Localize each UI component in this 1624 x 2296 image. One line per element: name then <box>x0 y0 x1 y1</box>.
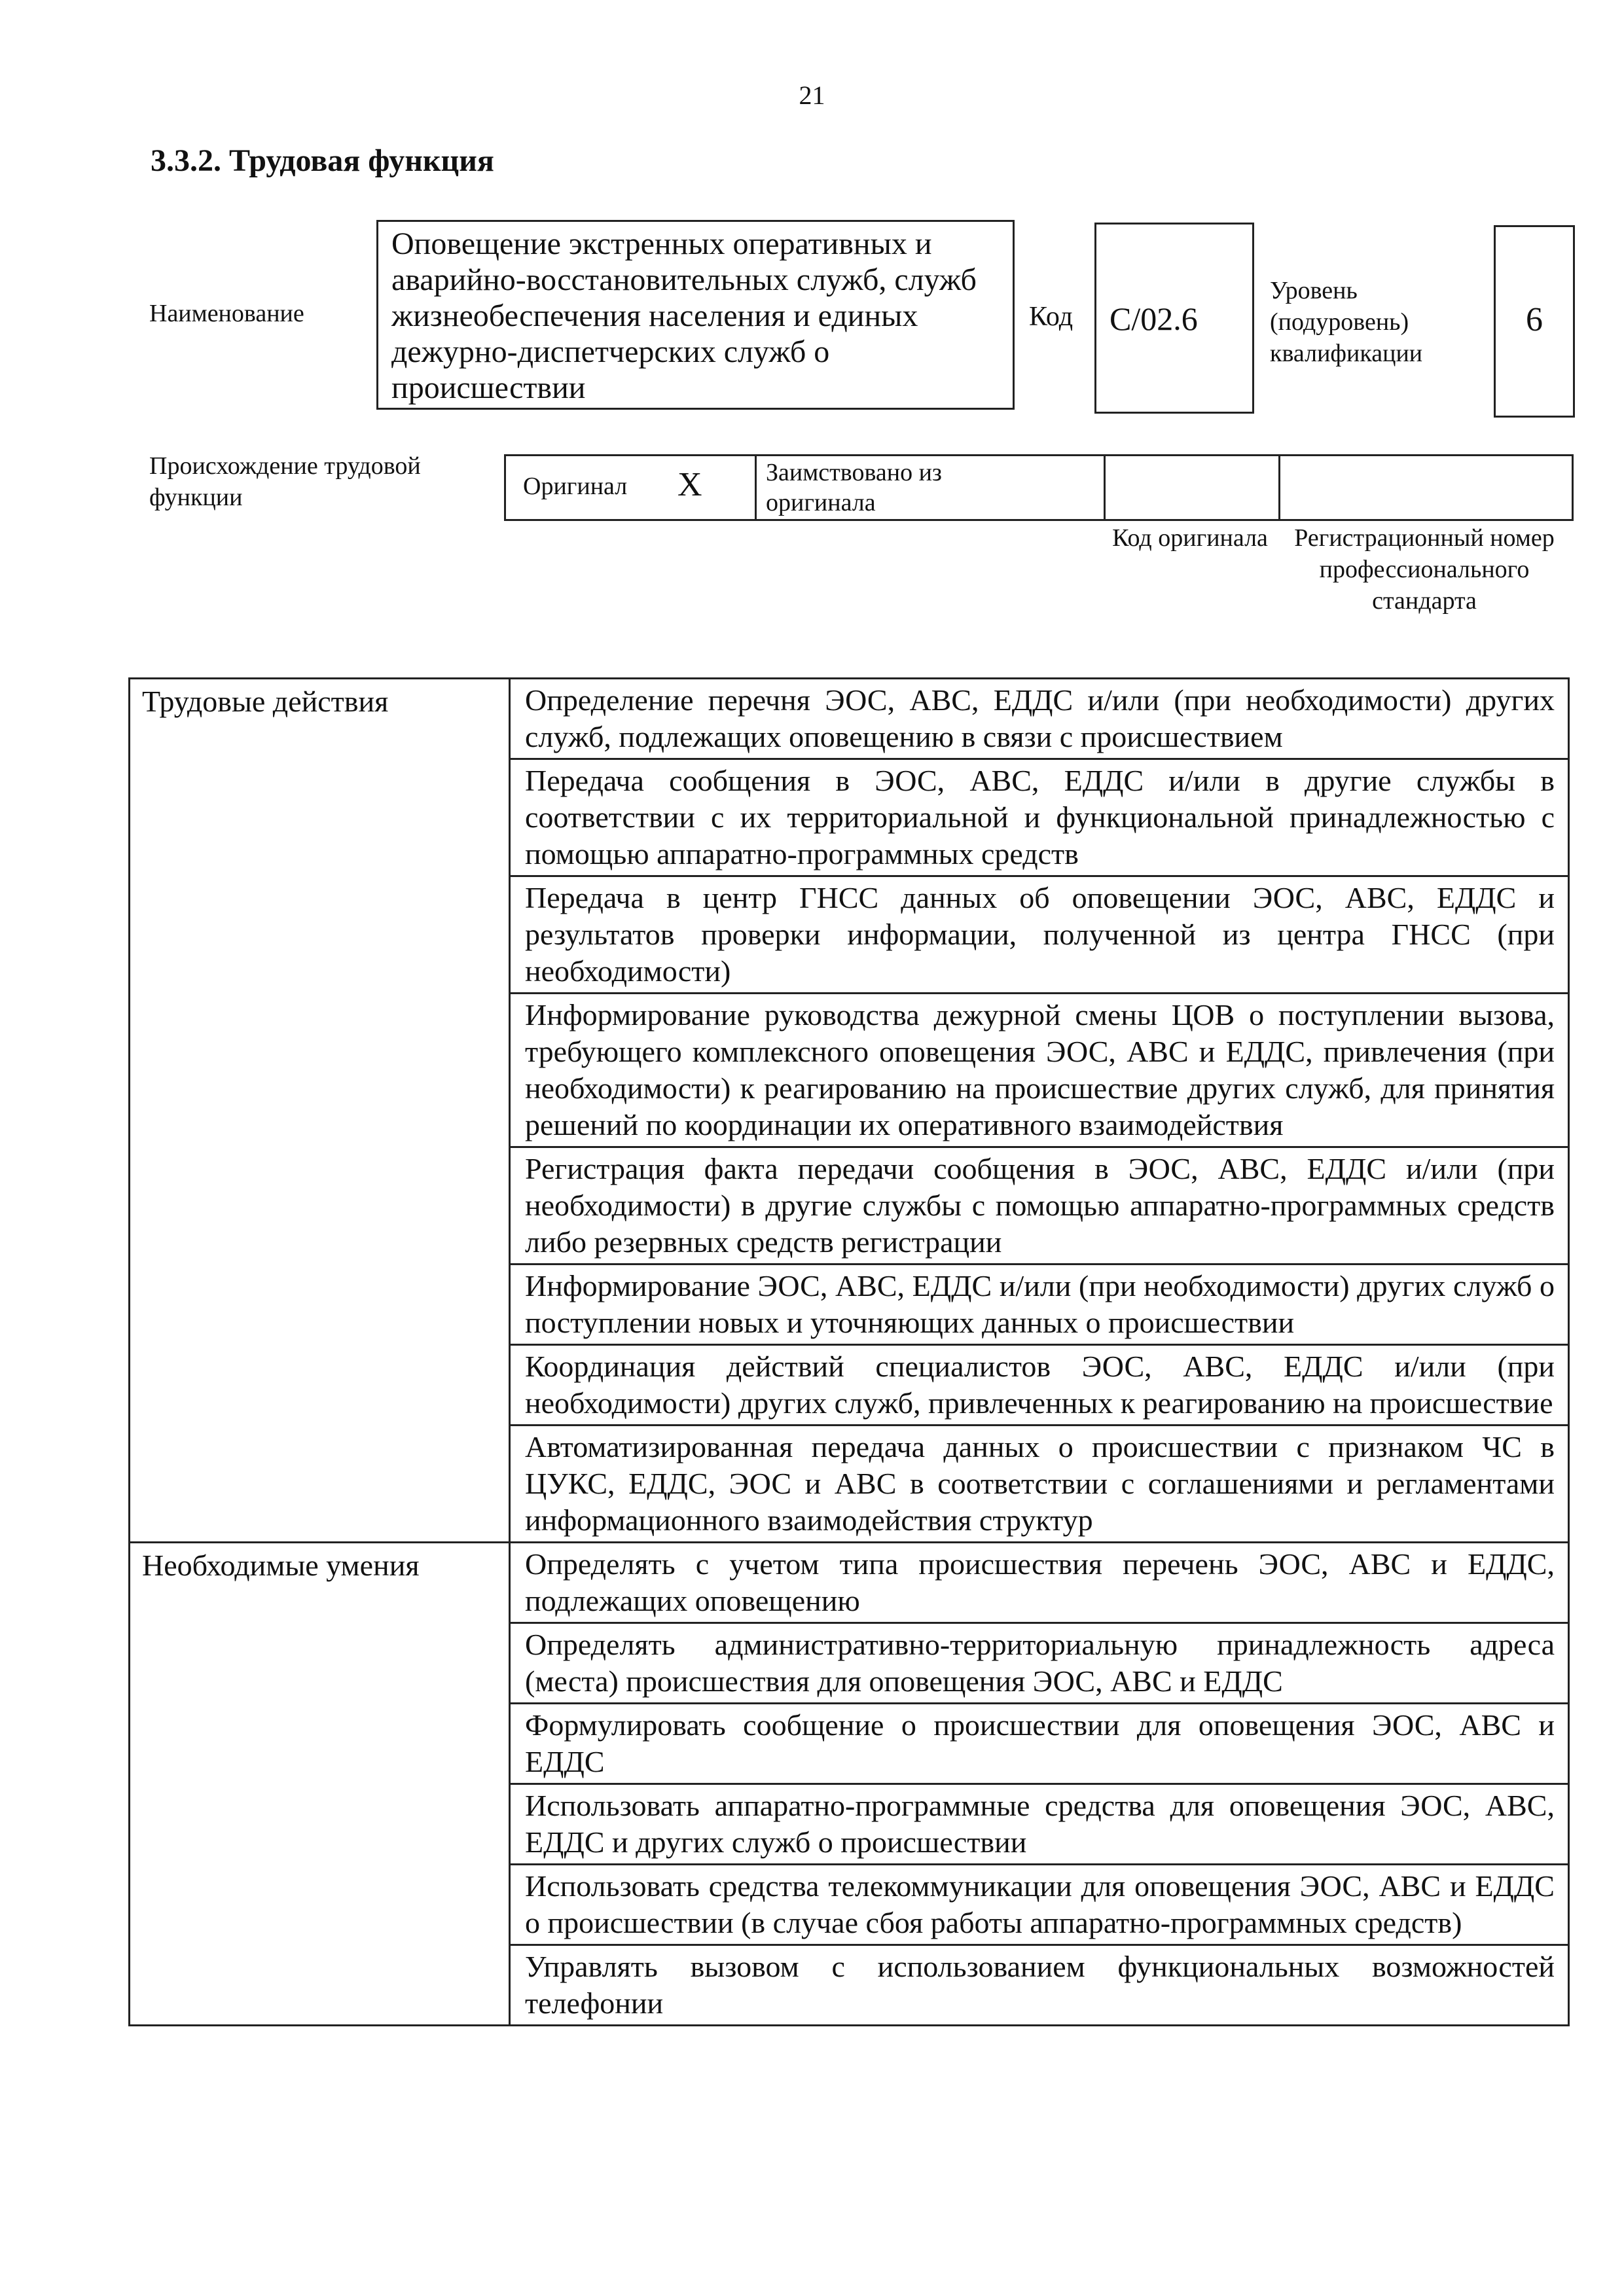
borrowed-label: Заимствовано из оригинала <box>766 459 942 516</box>
page-number: 21 <box>799 81 825 110</box>
item-cell: Формулировать сообщение о происшествии для оповещения ЭОС, АВС и ЕДДС <box>510 1704 1569 1784</box>
function-name-value: Оповещение экстренных оперативных и аварийно-восстановительных служб, служб жизнеобеспечения населения и единых дежурно-диспетчерских служб о происшествии <box>376 220 1015 410</box>
name-label: Наименование <box>149 300 304 327</box>
category-cell: Трудовые действия <box>130 679 510 1543</box>
item-cell: Автоматизированная передача данных о происшествии с признаком ЧС в ЦУКС, ЕДДС, ЭОС и АВС в соответствии с соглашениями и регламентами информационного взаимодействия структур <box>510 1426 1569 1543</box>
item-cell: Информирование ЭОС, АВС, ЕДДС и/или (при необходимости) других служб о поступлении новых и уточняющих данных о происшествии <box>510 1265 1569 1345</box>
origin-reg-cell <box>1280 456 1572 519</box>
code-label: Код <box>1029 302 1074 332</box>
item-cell: Определять административно-территориальную принадлежность адреса (места) происшествия для оповещения ЭОС, АВС и ЕДДС <box>510 1623 1569 1704</box>
item-cell: Использовать средства телекоммуникации для оповещения ЭОС, АВС и ЕДДС о происшествии (в случае сбоя работы аппаратно-программных средств) <box>510 1865 1569 1945</box>
code-original-caption: Код оригинала <box>1112 524 1268 552</box>
table-row <box>130 679 1569 759</box>
section-heading: 3.3.2. Трудовая функция <box>151 143 494 178</box>
item-cell: Информирование руководства дежурной смены ЦОВ о поступлении вызова, требующего комплексного оповещения ЭОС, АВС и ЕДДС, привлечения (при необходимости) к реагированию на происшествие других служб, для принятия решений по координации их оперативного взаимодействия <box>510 994 1569 1147</box>
item-cell: Регистрация факта передачи сообщения в ЭОС, АВС, ЕДДС и/или (при необходимости) в другие службы с помощью аппаратно-программных средств либо резервных средств регистрации <box>510 1147 1569 1265</box>
level-label: Уровень (подуровень) квалификации <box>1270 277 1423 367</box>
origin-borrowed-cell <box>757 456 1106 519</box>
item-cell: Определять с учетом типа происшествия перечень ЭОС, АВС и ЕДДС, подлежащих оповещению <box>510 1543 1569 1623</box>
level-value: 6 <box>1526 301 1543 338</box>
code-value: C/02.6 <box>1110 300 1198 337</box>
origin-label: Происхождение трудовой функции <box>149 452 421 511</box>
origin-original-cell <box>506 456 757 519</box>
table-row <box>130 1543 1569 1623</box>
origin-code-cell <box>1106 456 1280 519</box>
reg-number-caption: Регистрационный номер профессионального стандарта <box>1294 524 1555 615</box>
original-mark: X <box>677 466 702 503</box>
origin-table <box>504 454 1574 521</box>
item-cell: Определение перечня ЭОС, АВС, ЕДДС и/или (при необходимости) других служб, подлежащих оповещению в связи с происшествием <box>510 679 1569 759</box>
item-cell: Передача в центр ГНСС данных об оповещении ЭОС, АВС, ЕДДС и результатов проверки информации, полученной из центра ГНСС (при необходимости) <box>510 876 1569 994</box>
labor-function-table <box>128 677 1570 2026</box>
item-cell: Координация действий специалистов ЭОС, АВС, ЕДДС и/или (при необходимости) других служб, привлеченных к реагированию на происшествие <box>510 1345 1569 1426</box>
category-cell: Необходимые умения <box>130 1543 510 2026</box>
item-cell: Управлять вызовом с использованием функциональных возможностей телефонии <box>510 1945 1569 2026</box>
code-box <box>1094 223 1254 414</box>
item-cell: Использовать аппаратно-программные средства для оповещения ЭОС, АВС, ЕДДС и других служб о происшествии <box>510 1784 1569 1865</box>
item-cell: Передача сообщения в ЭОС, АВС, ЕДДС и/или в другие службы в соответствии с их территориальной и функциональной принадлежностью с помощью аппаратно-программных средств <box>510 759 1569 876</box>
original-label: Оригинал <box>523 473 628 500</box>
level-box <box>1494 225 1575 418</box>
